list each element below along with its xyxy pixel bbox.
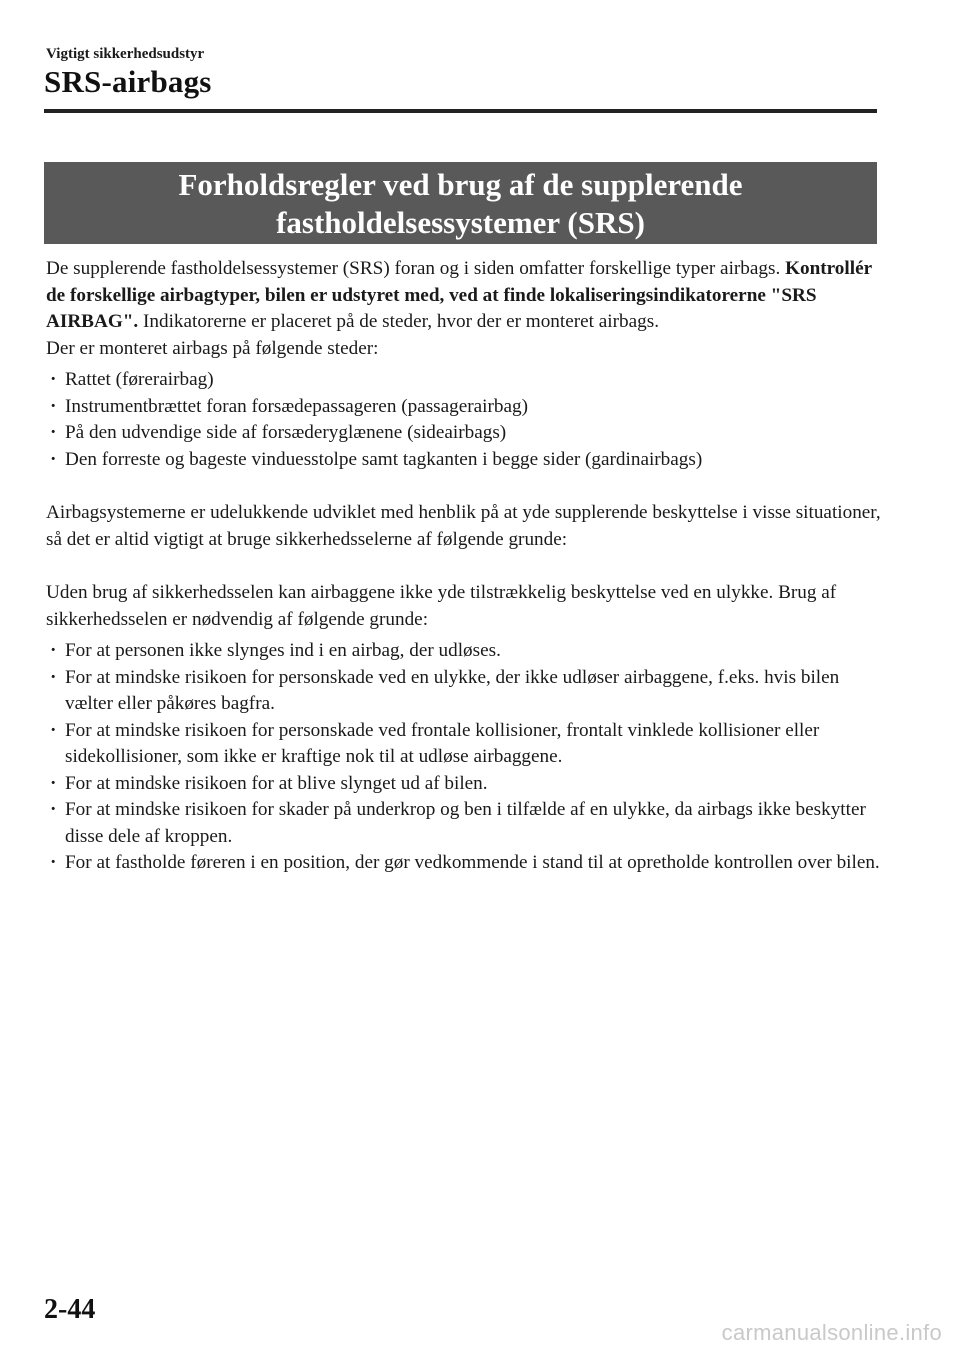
header-divider [44,109,877,113]
site-watermark: carmanualsonline.info [721,1320,942,1345]
list-item: · Instrumentbrættet foran forsædepassageren (passagerairbag) [46,394,881,421]
seatbelt-reasons-list [46,638,881,877]
intro-text-a: De supplerende fastholdelsessystemer (SRS) foran og i siden omfatter forskellige typer airbags. [46,258,786,279]
list-item: · For at mindske risikoen for personskade ved en ulykke, der ikke udløser airbaggene, f.eks. hvis bilen vælter eller påkøres bagfra. [50,666,840,714]
bullet-icon: · [50,422,57,443]
list-item: · For at mindske risikoen for personskade ved frontale kollisioner, frontalt vinklede kollisioner eller sidekollisioner, som ikke er kraftige nok til at udløse airbaggene. [50,719,820,767]
topic-banner [44,162,877,244]
list-item: · For at fastholde føreren i en position, der gør vedkommende i stand til at opretholde kontrollen over bilen. [46,850,881,877]
bullet-icon: · [50,852,57,873]
bullet-icon: · [50,666,57,688]
bullet-icon: · [50,640,57,661]
bullet-icon: · [50,369,57,390]
body-content [46,256,881,877]
banner-title-line-2: fastholdelsessystemer (SRS) [276,205,645,240]
list-item: · Den forreste og bageste vinduesstolpe samt tagkanten i begge sider (gardinairbags) [46,447,881,474]
bullet-icon: · [50,799,57,820]
list-item: · For at personen ikke slynges ind i en airbag, der udløses. [46,638,881,665]
airbag-purpose-paragraph: Airbagsystemerne er udelukkende udviklet med henblik på at yde supplerende beskyttelse i visse situationer, så det er altid vigtigt at bruge sikkerhedsselerne af følgende grunde: [46,502,881,550]
list-item: · Rattet (førerairbag) [46,367,881,394]
section-label: Vigtigt sikkerhedsudstyr [46,46,205,62]
list-item: · På den udvendige side af forsæderyglænene (sideairbags) [46,420,881,447]
page-number: 2-44 [44,1294,96,1325]
list-item: · For at mindske risikoen for skader på underkrop og ben i tilfælde af en ulykke, da airbags ikke beskytter disse dele af kroppen. [50,799,866,847]
seatbelt-paragraph: Uden brug af sikkerhedsselen kan airbaggene ikke yde tilstrækkelig beskyttelse ved en ulykke. Brug af sikkerhedsselen er nødvendig af følgende grunde: [46,582,837,630]
bullet-icon: · [50,395,57,417]
bullet-icon: · [50,772,57,794]
list-item: · For at mindske risikoen for at blive slynget ud af bilen. [46,771,881,798]
intro-paragraph [46,256,881,336]
bullet-icon: · [50,448,57,470]
chapter-title: SRS-airbags [44,64,212,99]
intro-text-b: Indikatorerne er placeret på de steder, hvor der er monteret airbags. [138,311,659,332]
bullet-icon: · [50,719,57,741]
banner-title-line-1: Forholdsregler ved brug af de supplerende [178,167,743,202]
intro-bold-instruction: Kontrollér de forskellige airbagtyper, bilen er udstyret med, ved at finde lokaliseringsindikatorerne "SRS AIRBAG". [46,258,872,332]
airbag-locations-list [46,367,881,473]
locations-lead: Der er monteret airbags på følgende steder: [46,337,379,359]
